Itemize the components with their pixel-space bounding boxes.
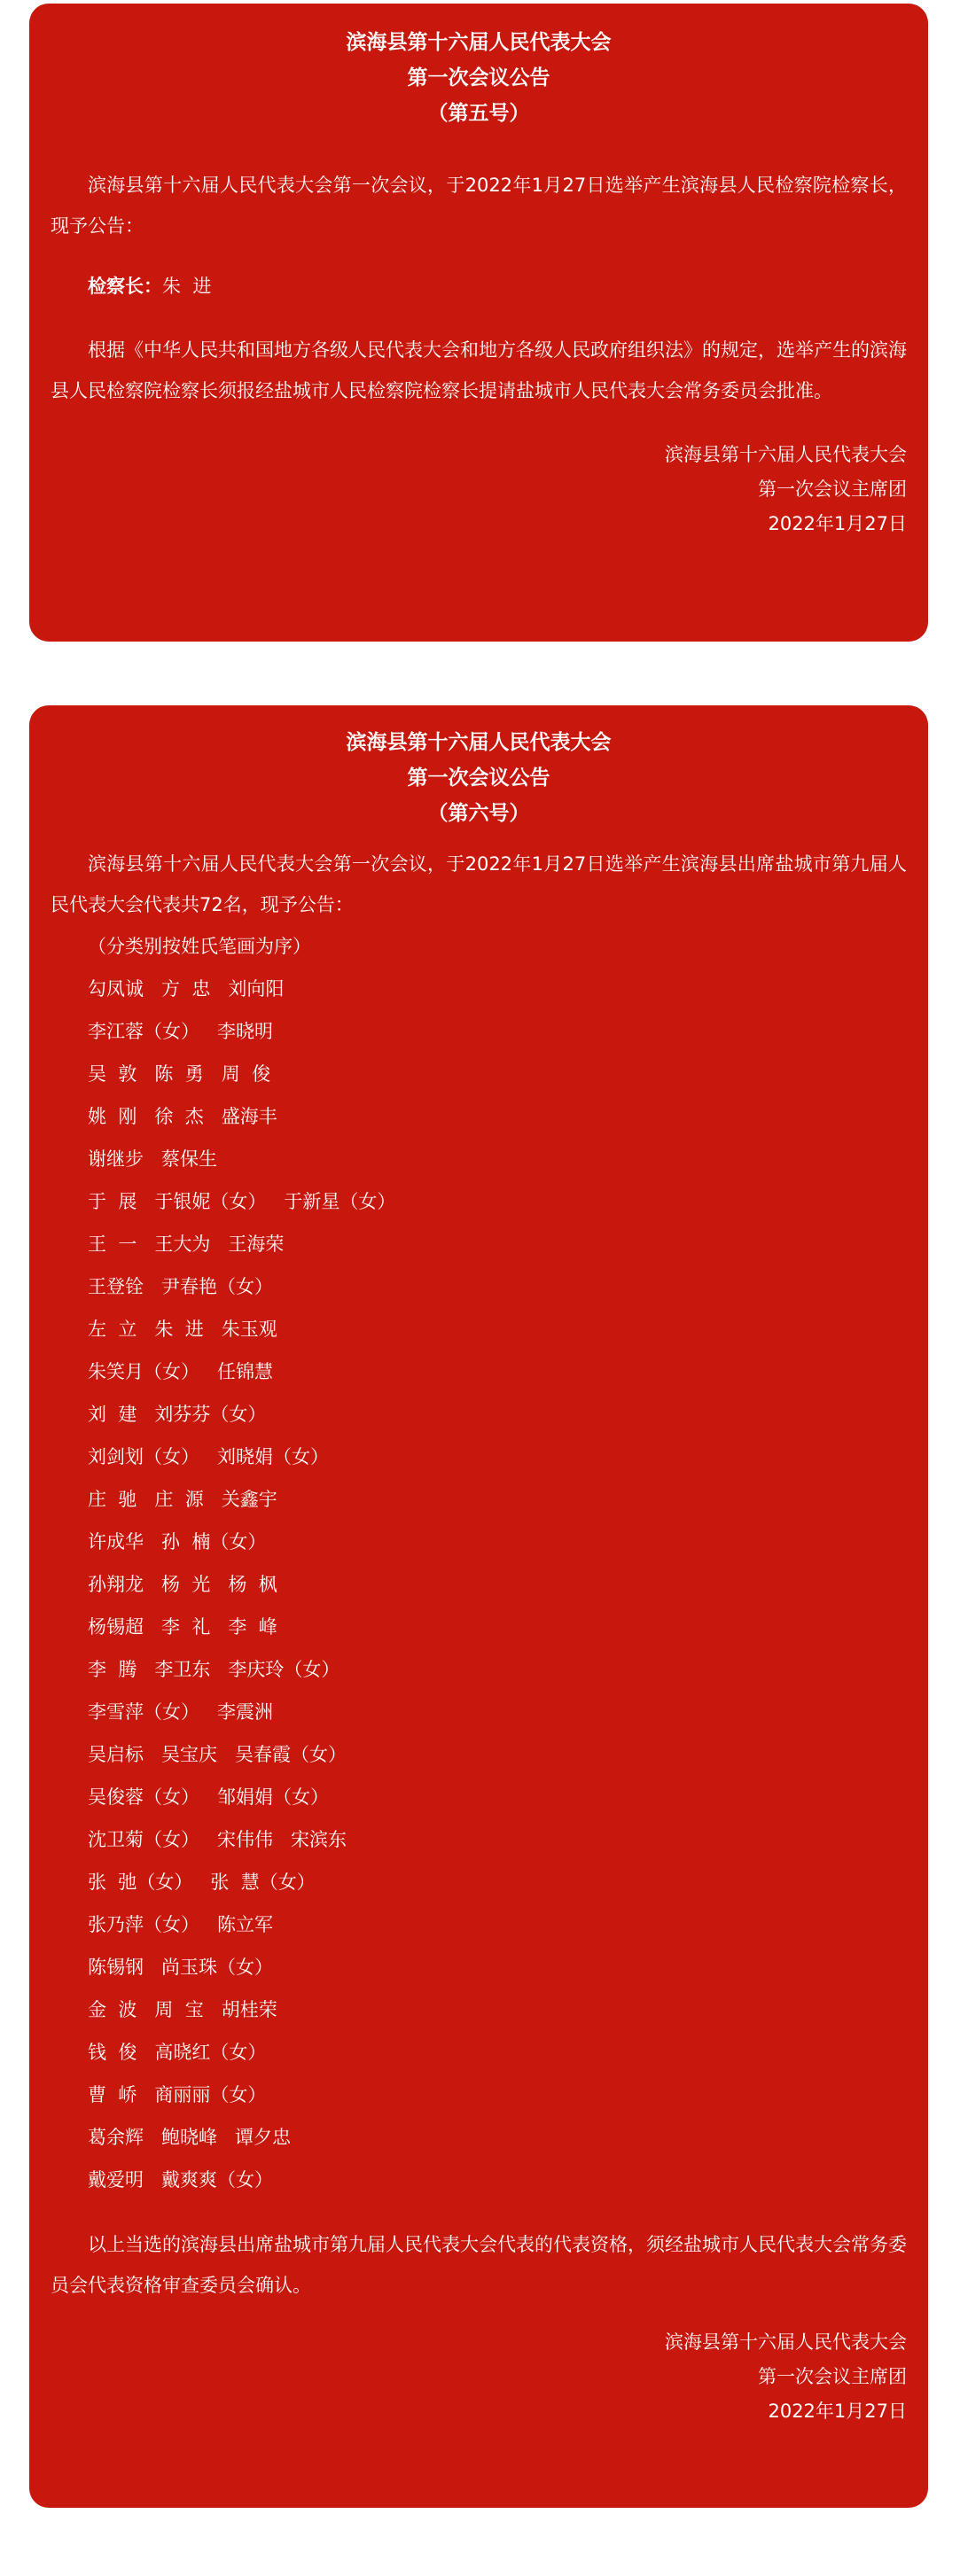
delegate-names-row: 李 腾 李卫东 李庆玲（女） (88, 1659, 340, 1680)
delegate-names-row: 沈卫菊（女） 宋伟伟 宋滨东 (88, 1829, 347, 1850)
notice5-sign-org: 滨海县第十六届人民代表大会 (665, 444, 907, 465)
notice6-title-line3: （第六号） (427, 802, 530, 825)
delegate-names-row: 吴 敦 陈 勇 周 俊 (88, 1063, 271, 1085)
notice-card-6 (29, 705, 928, 2508)
chief-name: 朱 进 (162, 276, 212, 297)
notice5-para1: 滨海县第十六届人民代表大会第一次会议，于2022年1月27日选举产生滨海县人民检察院检察长，现予公告： (51, 175, 907, 237)
notice6-title-line2: 第一次会议公告 (407, 767, 550, 790)
delegate-names-row: 谢继步 蔡保生 (88, 1148, 218, 1170)
notice5-para2: 根据《中华人民共和国地方各级人民代表大会和地方各级人民政府组织法》的规定，选举产生的滨海县人民检察院检察长须报经盐城市人民检察院检察长提请盐城市人民代表大会常务委员会批准。 (51, 339, 907, 401)
delegate-names-row: 戴爱明 戴爽爽（女） (88, 2169, 274, 2191)
delegate-names-row: 王登铨 尹春艳（女） (88, 1276, 274, 1297)
delegate-names-row: 刘 建 刘芬芬（女） (88, 1404, 267, 1425)
delegate-names-row: 葛余辉 鲍晓峰 谭夕忠 (88, 2127, 292, 2148)
notice6-order-note: （分类别按姓氏笔画为序） (88, 936, 311, 957)
notice6-sign-body: 第一次会议主席团 (758, 2366, 907, 2387)
delegate-names-row: 勾凤诚 方 忠 刘向阳 (88, 978, 285, 1000)
delegate-names-row: 王 一 王大为 王海荣 (88, 1234, 285, 1255)
notice-card-5 (29, 4, 928, 642)
delegate-names-list (51, 968, 907, 2201)
delegate-names-row: 李雪萍（女） 李震洲 (88, 1701, 274, 1723)
delegate-names-row: 张 弛（女） 张 慧（女） (88, 1872, 316, 1893)
notice5-sign-body: 第一次会议主席团 (758, 479, 907, 500)
notice5-title-line1: 滨海县第十六届人民代表大会 (346, 31, 612, 54)
delegate-names-row: 吴俊蓉（女） 邹娟娟（女） (88, 1786, 330, 1808)
delegate-names-row: 杨锡超 李 礼 李 峰 (88, 1616, 277, 1638)
delegate-names-row: 左 立 朱 进 朱玉观 (88, 1319, 277, 1340)
delegate-names-row: 钱 俊 高晓红（女） (88, 2042, 267, 2063)
notice5-sign-date: 2022年1月27日 (768, 513, 907, 534)
delegate-names-row: 朱笑月（女） 任锦慧 (88, 1361, 274, 1382)
notice5-chief-line (51, 266, 907, 307)
delegate-names-row: 李江蓉（女） 李晓明 (88, 1021, 274, 1042)
delegate-names-row: 陈锡钢 尚玉珠（女） (88, 1957, 274, 1978)
delegate-names-row: 刘剑划（女） 刘晓娟（女） (88, 1446, 330, 1467)
notice5-title-line3: （第五号） (427, 102, 530, 125)
delegate-names-row: 孙翔龙 杨 光 杨 枫 (88, 1574, 277, 1595)
delegate-names-row: 金 波 周 宝 胡桂荣 (88, 1999, 277, 2020)
notice6-title-line1: 滨海县第十六届人民代表大会 (346, 731, 612, 754)
delegate-names-row: 张乃萍（女） 陈立军 (88, 1914, 274, 1935)
notice6-para2: 以上当选的滨海县出席盐城市第九届人民代表大会代表的代表资格，须经盐城市人民代表大会常务委员会代表资格审查委员会确认。 (51, 2234, 907, 2296)
delegate-names-row: 庄 驰 庄 源 关鑫宇 (88, 1489, 277, 1510)
notice5-title-line2: 第一次会议公告 (407, 66, 550, 89)
notice6-para1: 滨海县第十六届人民代表大会第一次会议，于2022年1月27日选举产生滨海县出席盐城市第九届人民代表大会代表共72名，现予公告： (51, 853, 907, 915)
delegate-names-row: 姚 刚 徐 杰 盛海丰 (88, 1106, 277, 1127)
delegate-names-row: 于 展 于银妮（女） 于新星（女） (88, 1191, 396, 1212)
notice6-sign-org: 滨海县第十六届人民代表大会 (665, 2331, 907, 2353)
chief-label: 检察长： (88, 276, 162, 297)
delegate-names-row: 曹 峤 商丽丽（女） (88, 2084, 267, 2105)
delegate-names-row: 许成华 孙 楠（女） (88, 1531, 267, 1553)
delegate-names-row: 吴启标 吴宝庆 吴春霞（女） (88, 1744, 347, 1765)
notice6-sign-date: 2022年1月27日 (768, 2401, 907, 2422)
